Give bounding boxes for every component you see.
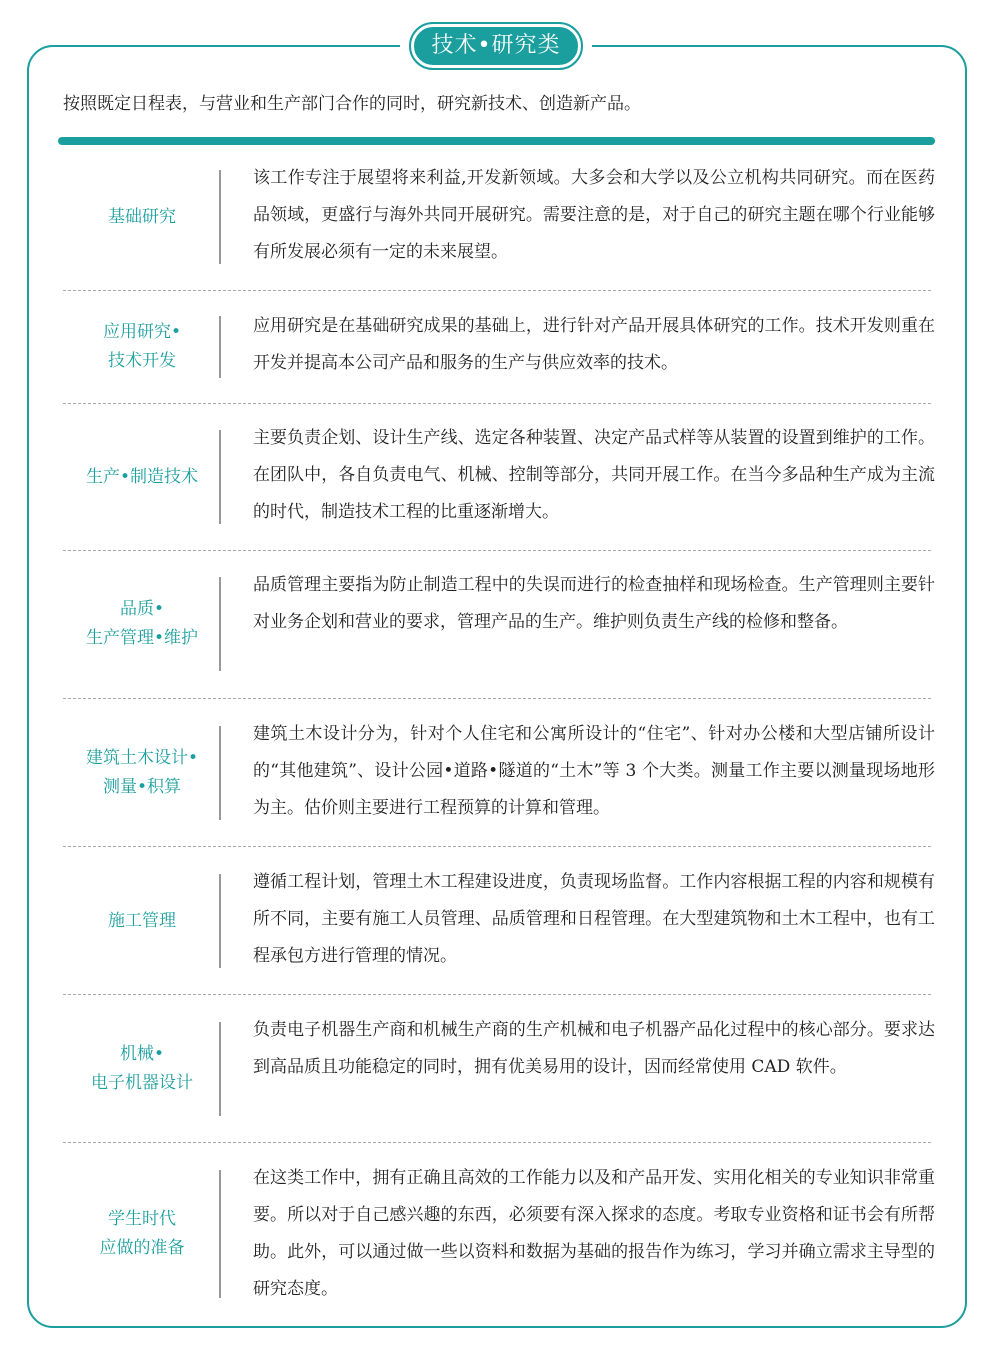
intro-text: 按照既定日程表，与营业和生产部门合作的同时，研究新技术、创造新产品。 bbox=[63, 94, 641, 114]
category-line: 建筑土木设计• bbox=[85, 748, 199, 768]
row-separator bbox=[63, 403, 931, 404]
category-line: 测量•积算 bbox=[102, 777, 182, 797]
row-separator bbox=[63, 1142, 931, 1143]
row-description: 应用研究是在基础研究成果的基础上，进行针对产品开展具体研究的工作。技术开发则重在开发并提高本公司产品和服务的生产与供应效率的技术。 bbox=[253, 316, 935, 373]
category-line: 施工管理 bbox=[108, 910, 176, 931]
row-category bbox=[63, 1160, 221, 1308]
table-row bbox=[63, 567, 935, 681]
row-description: 在这类工作中，拥有正确且高效的工作能力以及和产品开发、实用化相关的专业知识非常重要。所以对于自己感兴趣的东西，必须要有深入探求的态度。考取专业资格和证书会有所帮助。此外，可以通过做一些以资料和数据为基础的报告作为练习，学习并确立需求主导型的研究态度。 bbox=[253, 1168, 935, 1299]
category-line: 基础研究 bbox=[108, 206, 176, 227]
table-row bbox=[63, 420, 935, 534]
category-line: 生产•制造技术 bbox=[85, 466, 199, 487]
row-divider bbox=[219, 170, 221, 264]
table-row bbox=[63, 1160, 935, 1308]
row-category bbox=[63, 1012, 221, 1126]
category-line: 应做的准备 bbox=[99, 1238, 185, 1258]
row-description: 主要负责企划、设计生产线、选定各种装置、决定产品式样等从装置的设置到维护的工作。在团队中，各自负责电气、机械、控制等部分，共同开展工作。在当今多品种生产成为主流的时代，制造技术工程的比重逐渐增大。 bbox=[253, 428, 935, 522]
header-rule bbox=[58, 137, 935, 145]
row-category bbox=[63, 716, 221, 830]
row-divider bbox=[219, 1022, 221, 1116]
category-line: 品质• bbox=[119, 599, 165, 619]
row-separator bbox=[63, 550, 931, 551]
row-description: 品质管理主要指为防止制造工程中的失误而进行的检查抽样和现场检查。生产管理则主要针对业务企划和营业的要求，管理产品的生产。维护则负责生产线的检修和整备。 bbox=[253, 575, 935, 632]
row-separator bbox=[63, 698, 931, 699]
category-line: 应用研究• bbox=[102, 322, 182, 342]
row-divider bbox=[219, 1170, 221, 1298]
row-category bbox=[63, 420, 221, 534]
row-category bbox=[63, 567, 221, 681]
table-row bbox=[63, 1012, 935, 1126]
row-category bbox=[63, 160, 221, 274]
section-title: 技术•研究类 bbox=[411, 24, 581, 68]
row-separator bbox=[63, 290, 931, 291]
row-divider bbox=[219, 577, 221, 671]
row-category bbox=[63, 864, 221, 978]
row-category bbox=[63, 308, 221, 386]
category-line: 生产管理•维护 bbox=[85, 628, 199, 648]
row-description: 该工作专注于展望将来利益,开发新领域。大多会和大学以及公立机构共同研究。而在医药品领域，更盛行与海外共同开展研究。需要注意的是，对于自己的研究主题在哪个行业能够有所发展必须有一定的未来展望。 bbox=[253, 168, 935, 262]
row-divider bbox=[219, 874, 221, 968]
row-description: 遵循工程计划，管理土木工程建设进度，负责现场监督。工作内容根据工程的内容和规模有所不同，主要有施工人员管理、品质管理和日程管理。在大型建筑物和土木工程中，也有工程承包方进行管理的情况。 bbox=[253, 872, 935, 966]
table-row bbox=[63, 864, 935, 978]
table-row bbox=[63, 716, 935, 830]
row-description: 负责电子机器生产商和机械生产商的生产机械和电子机器产品化过程中的核心部分。要求达到高品质且功能稳定的同时，拥有优美易用的设计，因而经常使用 CAD 软件。 bbox=[253, 1020, 935, 1077]
category-line: 学生时代 bbox=[108, 1209, 176, 1229]
category-line: 机械• bbox=[119, 1044, 165, 1064]
row-divider bbox=[219, 430, 221, 524]
table-row bbox=[63, 308, 935, 386]
category-line: 电子机器设计 bbox=[91, 1073, 193, 1093]
table-row bbox=[63, 160, 935, 274]
row-divider bbox=[219, 726, 221, 820]
row-separator bbox=[63, 846, 931, 847]
row-description: 建筑土木设计分为，针对个人住宅和公寓所设计的“住宅”、针对办公楼和大型店铺所设计的“其他建筑”、设计公园•道路•隧道的“土木”等 3 个大类。测量工作主要以测量现场地形为主。估价则主要进行工程预算的计算和管理。 bbox=[253, 724, 935, 818]
category-line: 技术开发 bbox=[108, 351, 176, 371]
row-divider bbox=[219, 316, 221, 378]
row-separator bbox=[63, 994, 931, 995]
